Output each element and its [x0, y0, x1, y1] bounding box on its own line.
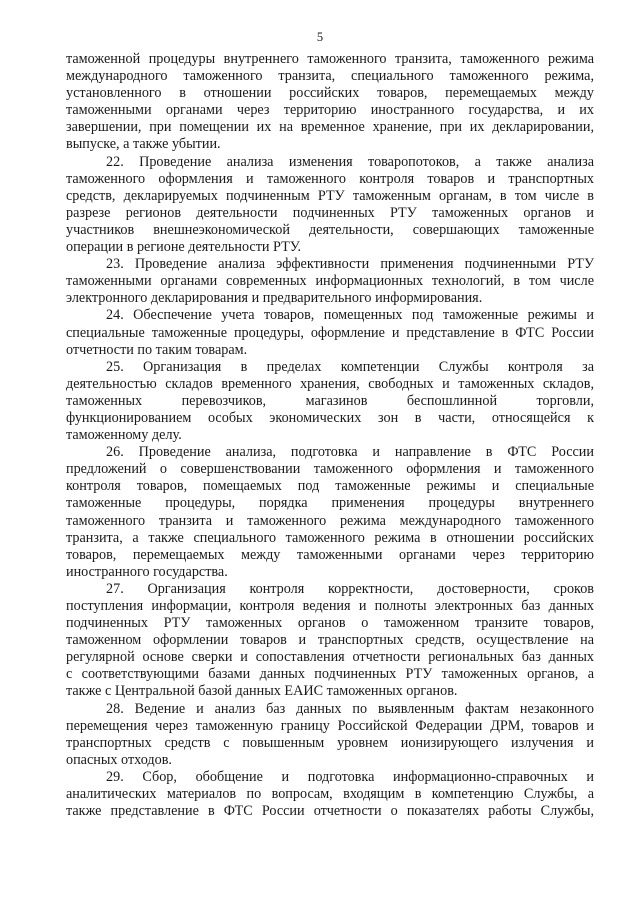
text-line: транзита, а также специального таможенного режима в отношении российских: [66, 529, 594, 546]
text-line: электронного декларирования и предварительного информирования.: [66, 290, 483, 307]
text-line: завершении, при помещении их на временное хранение, при их декларировании,: [66, 119, 594, 136]
text-line: транспортных средств с повышенным уровнем ионизирующего излучения и: [66, 734, 594, 751]
text-line: контроля товаров, помещаемых под таможенные режимы и специальные: [66, 478, 594, 495]
paragraph: [66, 769, 594, 820]
text-line: 23. Проведение анализа эффективности применения подчиненными РТУ: [106, 256, 594, 273]
text-line: таможенного оформления и таможенного контроля товаров и транспортных: [66, 170, 594, 187]
paragraph: [66, 256, 594, 307]
text-line: 28. Ведение и анализ баз данных по выявленным фактам незаконного: [106, 700, 594, 717]
paragraph: [66, 701, 594, 769]
document-body: [66, 51, 594, 820]
text-line: специальные таможенные процедуры, оформление и представление в ФТС России: [66, 324, 594, 341]
page-number: 5: [316, 30, 324, 44]
text-line: таможенном оформлении товаров и транспортных средств, осуществление на: [66, 632, 594, 649]
text-line: международного таможенного транзита, специального таможенного режима,: [66, 68, 594, 85]
text-line: предложений о совершенствовании таможенного оформления и таможенного: [66, 461, 594, 478]
text-line: также представление в ФТС России отчетности о показателях работы Службы,: [66, 803, 594, 820]
text-line: таможенной процедуры внутреннего таможенного транзита, таможенного режима: [66, 51, 594, 67]
text-line: 27. Организация контроля корректности, достоверности, сроков: [106, 580, 594, 597]
text-line: функционированием особых экономических зон в части, относящейся к: [66, 409, 594, 426]
text-line: товаров, перемещаемых между таможенными органами через территорию: [66, 546, 594, 563]
text-line: установленного в отношении российских товаров, перемещаемых между: [66, 85, 594, 102]
text-line: выпуске, а также убытии.: [66, 136, 221, 153]
text-line: средств, декларируемых подчиненным РТУ таможенным органам, в том числе в: [66, 187, 594, 204]
text-line: 24. Обеспечение учета товаров, помещенных под таможенные режимы и: [106, 307, 594, 324]
text-line: 26. Проведение анализа, подготовка и направление в ФТС России: [106, 444, 594, 461]
paragraph: [66, 444, 594, 581]
paragraph: [66, 307, 594, 358]
text-line: таможенного транзита и таможенного режима международного таможенного: [66, 512, 594, 529]
text-line: аналитических материалов по вопросам, входящим в компетенцию Службы, а: [66, 786, 594, 803]
text-line: таможенному делу.: [66, 427, 182, 444]
text-line: разрезе регионов деятельности подчиненных РТУ таможенных органов и: [66, 204, 594, 221]
paragraph: [66, 51, 594, 154]
paragraph: [66, 581, 594, 701]
text-line: 25. Организация в пределах компетенции Службы контроля за: [106, 358, 594, 375]
text-line: 22. Проведение анализа изменения товаропотоков, а также анализа: [106, 153, 594, 170]
text-line: таможенные процедуры, порядка применения процедуры внутреннего: [66, 495, 594, 512]
text-line: регулярной основе сверки и сопоставления отчетности региональных баз данных: [66, 649, 594, 666]
text-line: участников внешнеэкономической деятельности, совершающих таможенные: [66, 221, 594, 238]
text-line: иностранного государства.: [66, 563, 228, 580]
text-line: поступления информации, контроля ведения и полноты электронных баз данных: [66, 598, 594, 614]
text-line: операции в регионе деятельности РТУ.: [66, 239, 302, 256]
text-line: таможенных перевозчиков, магазинов беспошлинной торговли,: [66, 392, 594, 409]
text-line: опасных отходов.: [66, 751, 172, 768]
paragraph: [66, 359, 594, 444]
text-line: 29. Сбор, обобщение и подготовка информационно-справочных и: [106, 768, 594, 785]
text-line: с соответствующими базами данных подчиненных РТУ таможенных органов, а: [66, 666, 594, 683]
text-line: также с Центральной базой данных ЕАИС таможенных органов.: [66, 683, 458, 700]
text-line: таможенными органами через территорию иностранного государства, и их: [66, 102, 594, 119]
text-line: подчиненных РТУ таможенных органов о таможенном транзите товаров,: [66, 615, 594, 632]
text-line: отчетности по таким товарам.: [66, 341, 248, 358]
text-line: перемещения через таможенную границу Российской Федерации ДРМ, товаров и: [66, 717, 594, 734]
text-line: деятельностью складов временного хранения, свободных и таможенных складов,: [66, 375, 594, 392]
text-line: таможенными органами современных информационных технологий, в том числе: [66, 273, 594, 290]
paragraph: [66, 154, 594, 257]
